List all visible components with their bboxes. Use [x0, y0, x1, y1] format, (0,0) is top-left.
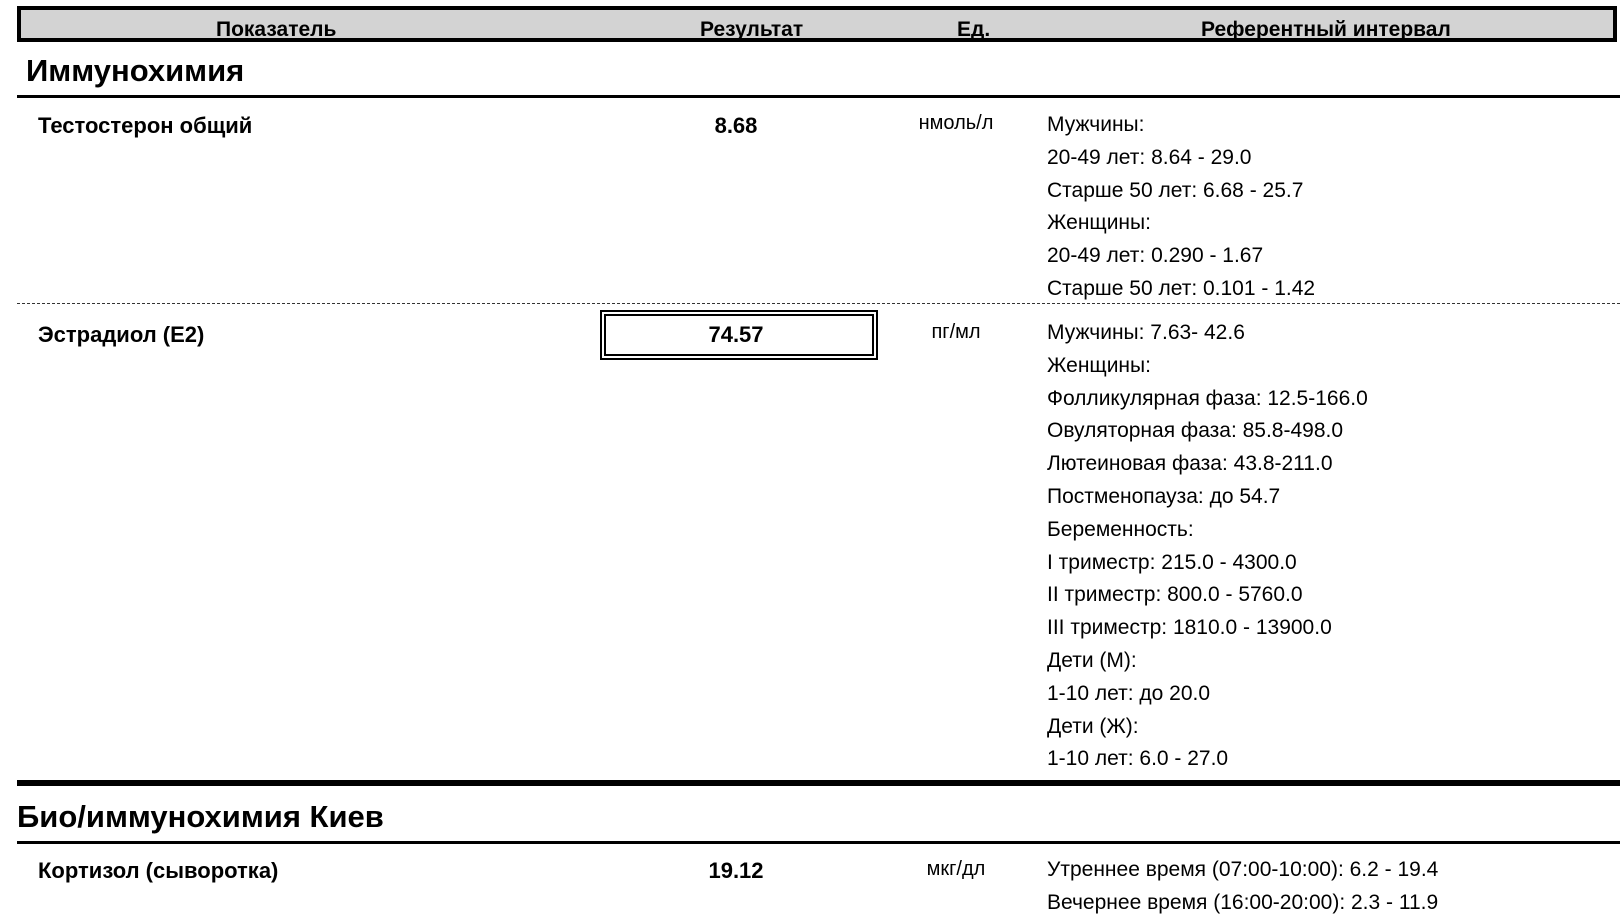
result-value: 19.12: [708, 858, 764, 883]
reference-line: III триместр: 1810.0 - 13900.0: [1047, 616, 1332, 640]
reference-line: Дети (М):: [1047, 648, 1137, 672]
reference-line: Дети (Ж):: [1047, 714, 1139, 738]
indicator-name: Тестостерон общий: [38, 113, 253, 138]
indicator-name: Кортизол (сыворотка): [38, 858, 279, 883]
reference-interval: [1047, 317, 1368, 776]
reference-line: Беременность:: [1047, 517, 1194, 541]
reference-line: Фолликулярная фаза: 12.5-166.0: [1047, 386, 1368, 410]
section-divider: [17, 95, 1620, 98]
row-separator: [17, 303, 1620, 304]
reference-line: 1-10 лет: до 20.0: [1047, 681, 1211, 705]
reference-line: 1-10 лет: 6.0 - 27.0: [1047, 747, 1229, 771]
reference-line: Старше 50 лет: 0.101 - 1.42: [1047, 276, 1316, 300]
reference-line: 20-49 лет: 8.64 - 29.0: [1047, 145, 1252, 169]
header-indicator: Показатель: [216, 18, 337, 41]
reference-interval: [1047, 109, 1315, 306]
reference-line: Вечернее время (16:00-20:00): 2.3 - 11.9: [1047, 890, 1439, 914]
reference-line: Женщины:: [1047, 353, 1151, 377]
section-title-bio-immunochemistry-kyiv: Био/иммунохимия Киев: [17, 799, 384, 834]
indicator-name: Эстрадиол (Е2): [38, 322, 205, 347]
section-divider: [17, 841, 1620, 844]
reference-line: Овуляторная фаза: 85.8-498.0: [1047, 419, 1344, 443]
reference-interval: [1047, 854, 1438, 920]
unit-label: нмоль/л: [918, 112, 994, 134]
header-result: Результат: [700, 18, 804, 41]
reference-line: 20-49 лет: 0.290 - 1.67: [1047, 244, 1264, 268]
reference-line: Старше 50 лет: 6.68 - 25.7: [1047, 178, 1304, 202]
result-value: 74.57: [708, 322, 764, 347]
result-value: 8.68: [714, 113, 758, 138]
table-header: [17, 6, 1617, 42]
reference-line: II триместр: 800.0 - 5760.0: [1047, 583, 1303, 607]
unit-label: пг/мл: [931, 321, 981, 343]
header-reference: Референтный интервал: [1201, 18, 1451, 41]
reference-line: Мужчины:: [1047, 113, 1145, 136]
section-title-immunochemistry: Иммунохимия: [26, 53, 245, 88]
section-divider-thick: [17, 780, 1620, 786]
unit-label: мкг/дл: [926, 858, 986, 880]
reference-line: Утреннее время (07:00-10:00): 6.2 - 19.4: [1047, 858, 1439, 881]
reference-line: Мужчины: 7.63- 42.6: [1047, 321, 1245, 344]
reference-line: Лютеиновая фаза: 43.8-211.0: [1047, 452, 1333, 476]
reference-line: Постменопауза: до 54.7: [1047, 484, 1281, 508]
reference-line: I триместр: 215.0 - 4300.0: [1047, 550, 1297, 574]
header-unit: Ед.: [957, 18, 991, 41]
reference-line: Женщины:: [1047, 211, 1151, 235]
